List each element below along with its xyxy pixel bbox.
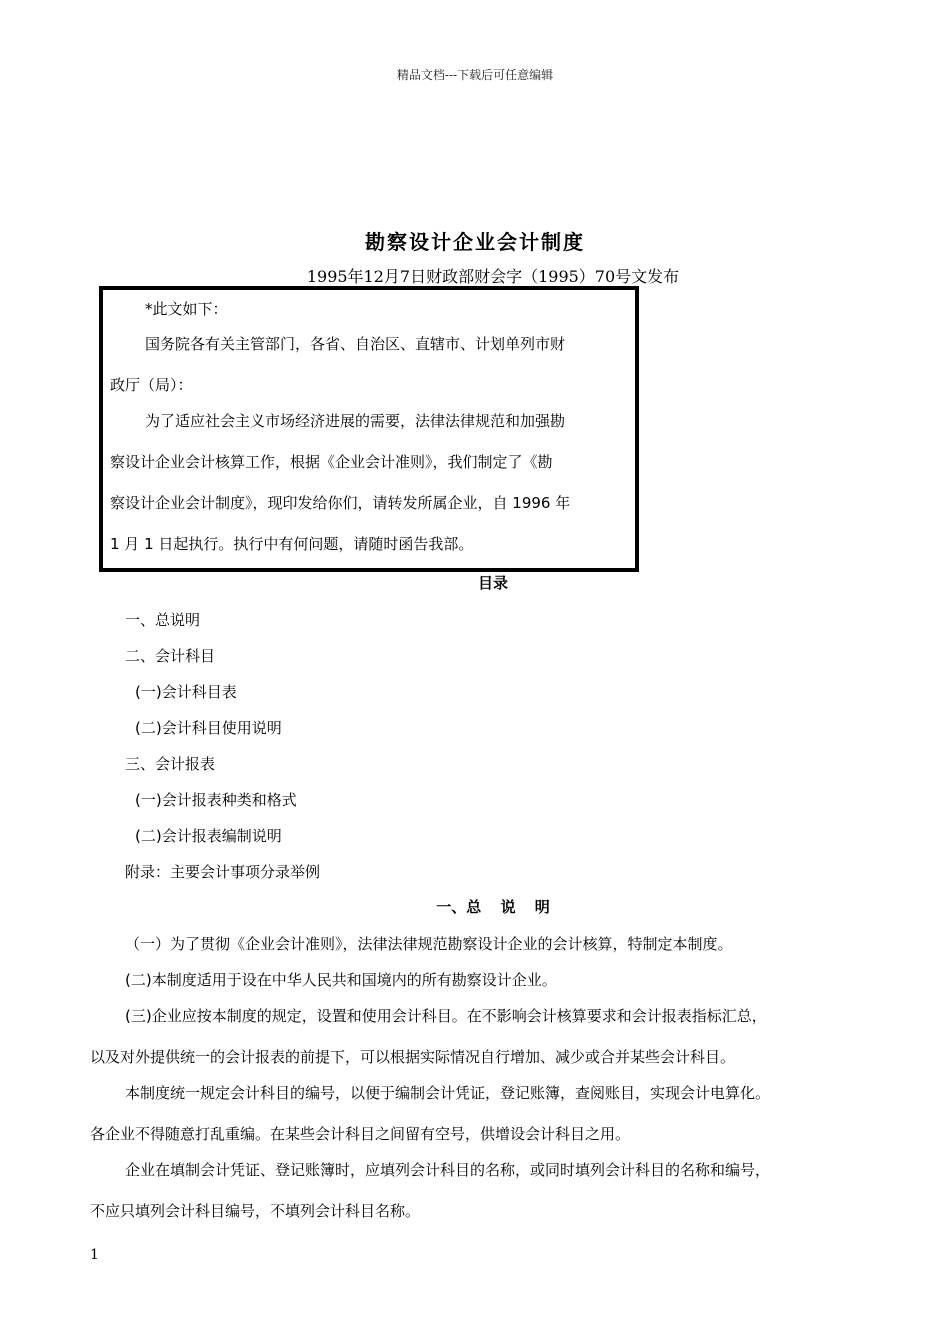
- notice-line: 察设计企业会计制度》，现印发给你们，请转发所属企业，自 1996 年: [110, 494, 571, 512]
- toc-item: 三、会计报表: [125, 755, 216, 773]
- body-line: 本制度统一规定会计科目的编号，以便于编制会计凭证，登记账簿，查阅账目，实现会计电算化。: [125, 1084, 771, 1102]
- toc-item: (一)会计报表种类和格式: [135, 791, 297, 809]
- body-line: 以及对外提供统一的会计报表的前提下，可以根据实际情况自行增加、减少或合并某些会计科目。: [90, 1048, 736, 1066]
- toc-item: (一)会计科目表: [135, 683, 237, 701]
- notice-line: 政厅（局）：: [110, 376, 193, 394]
- body-line: (三)企业应按本制度的规定，设置和使用会计科目。在不影响会计核算要求和会计报表指标汇总，: [125, 1007, 767, 1025]
- toc-title: 目录: [477, 574, 508, 592]
- notice-line: 国务院各有关主管部门，各省、自治区、直辖市、计划单列市财: [145, 335, 566, 353]
- body-line: （一）为了贯彻《企业会计准则》，法律法律规范勘察设计企业的会计核算，特制定本制度。: [125, 935, 733, 953]
- document-title: 勘察设计企业会计制度: [365, 230, 585, 254]
- toc-item: (二)会计科目使用说明: [135, 719, 282, 737]
- page-header: 精品文档---下载后可任意编辑: [396, 68, 554, 82]
- toc-item: 一、总说明: [125, 611, 201, 629]
- toc-item: (二)会计报表编制说明: [135, 827, 282, 845]
- body-line: 企业在填制会计凭证、登记账簿时，应填列会计科目的名称，或同时填列会计科目的名称和编号，: [125, 1161, 771, 1179]
- toc-item: 附录：主要会计事项分录举例: [125, 863, 321, 881]
- body-line: 各企业不得随意打乱重编。在某些会计科目之间留有空号，供增设会计科目之用。: [90, 1125, 631, 1143]
- notice-line: 察设计企业会计核算工作，根据《企业会计准则》，我们制定了《勘: [110, 453, 553, 471]
- notice-line: 1 月 1 日起执行。执行中有何问题，请随时函告我部。: [110, 535, 474, 553]
- toc-item: 二、会计科目: [125, 647, 216, 665]
- notice-line: 为了适应社会主义市场经济进展的需要，法律法律规范和加强勘: [145, 412, 566, 430]
- notice-box: [99, 286, 639, 572]
- section-title: 一、总 说 明: [436, 898, 550, 916]
- document-subtitle: 1995年12月7日财政部财会字（1995）70号文发布: [306, 267, 680, 286]
- page-number: 1: [90, 1247, 99, 1263]
- body-line: (二)本制度适用于设在中华人民共和国境内的所有勘察设计企业。: [125, 971, 557, 989]
- notice-line: *此文如下：: [145, 300, 228, 318]
- body-line: 不应只填列会计科目编号，不填列会计科目名称。: [90, 1202, 421, 1220]
